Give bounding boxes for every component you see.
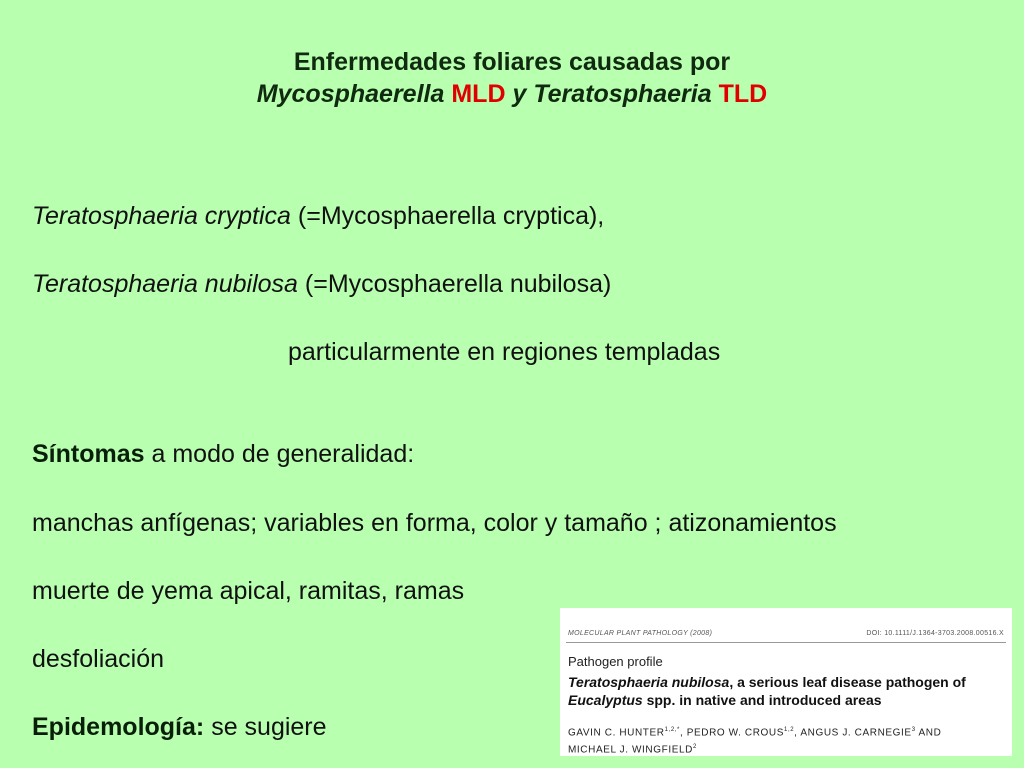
- author-and: AND: [915, 727, 942, 739]
- symptom-item: muerte de yema apical, ramitas, ramas: [32, 577, 465, 605]
- paper-type: Pathogen profile: [568, 654, 663, 669]
- paper-authors: [568, 723, 941, 758]
- symptom-item: desfoliación: [32, 645, 165, 673]
- paper-doi: DOI: 10.1111/J.1364-3703.2008.00516.X: [866, 630, 1004, 637]
- species-line-2: [32, 268, 611, 300]
- symptoms-label: Síntomas: [32, 440, 145, 468]
- symptoms-heading-rest: a modo de generalidad:: [151, 440, 415, 468]
- author-affiliation: 1,2,*: [664, 727, 680, 733]
- paper-title-end: spp. in native and introduced areas: [642, 692, 882, 708]
- symptom-item: manchas anfígenas; variables en forma, color y tamaño ; atizonamientos: [32, 509, 837, 537]
- species-name: Teratosphaeria cryptica: [32, 202, 291, 230]
- title-connector: y: [512, 80, 527, 108]
- title-line-2: [0, 78, 1024, 110]
- species-synonym: (=Mycosphaerella cryptica),: [297, 202, 605, 230]
- title-abbr-tld: TLD: [718, 80, 768, 108]
- epidemiology-label: Epidemología:: [32, 713, 205, 741]
- paper-title-genus: Eucalyptus: [568, 692, 643, 708]
- epidemiology-text: se sugiere: [211, 713, 327, 741]
- paper-excerpt-image: [560, 608, 1012, 756]
- author-affiliation: 2: [692, 744, 697, 751]
- author-name: GAVIN C. HUNTER: [568, 727, 665, 739]
- species-name: Teratosphaeria nubilosa: [32, 270, 298, 298]
- paper-title-rest: , a serious leaf disease pathogen of: [729, 674, 966, 690]
- paper-title: [568, 673, 1008, 709]
- title-genus-2: Teratosphaeria: [533, 80, 712, 108]
- title-genus-1: Mycosphaerella: [256, 80, 445, 108]
- epidemiology-line: [32, 711, 327, 743]
- species-line-1: [32, 200, 604, 232]
- author-name: , PEDRO W. CROUS: [679, 727, 785, 739]
- symptoms-heading: [32, 438, 414, 470]
- author-affiliation: 1,2: [784, 727, 795, 733]
- author-name: , ANGUS J. CARNEGIE: [794, 727, 912, 739]
- paper-divider: [566, 642, 1006, 643]
- slide-title: [0, 46, 1024, 110]
- author-name: MICHAEL J. WINGFIELD: [568, 744, 693, 756]
- author-affiliation: 3: [911, 727, 916, 733]
- paper-journal: MOLECULAR PLANT PATHOLOGY (2008): [568, 630, 713, 637]
- title-line-1: Enfermedades foliares causadas por: [293, 48, 731, 76]
- region-note: particularmente en regiones templadas: [288, 338, 721, 366]
- paper-title-species: Teratosphaeria nubilosa: [568, 674, 730, 690]
- species-synonym: (=Mycosphaerella nubilosa): [304, 270, 612, 298]
- title-abbr-mld: MLD: [451, 80, 506, 108]
